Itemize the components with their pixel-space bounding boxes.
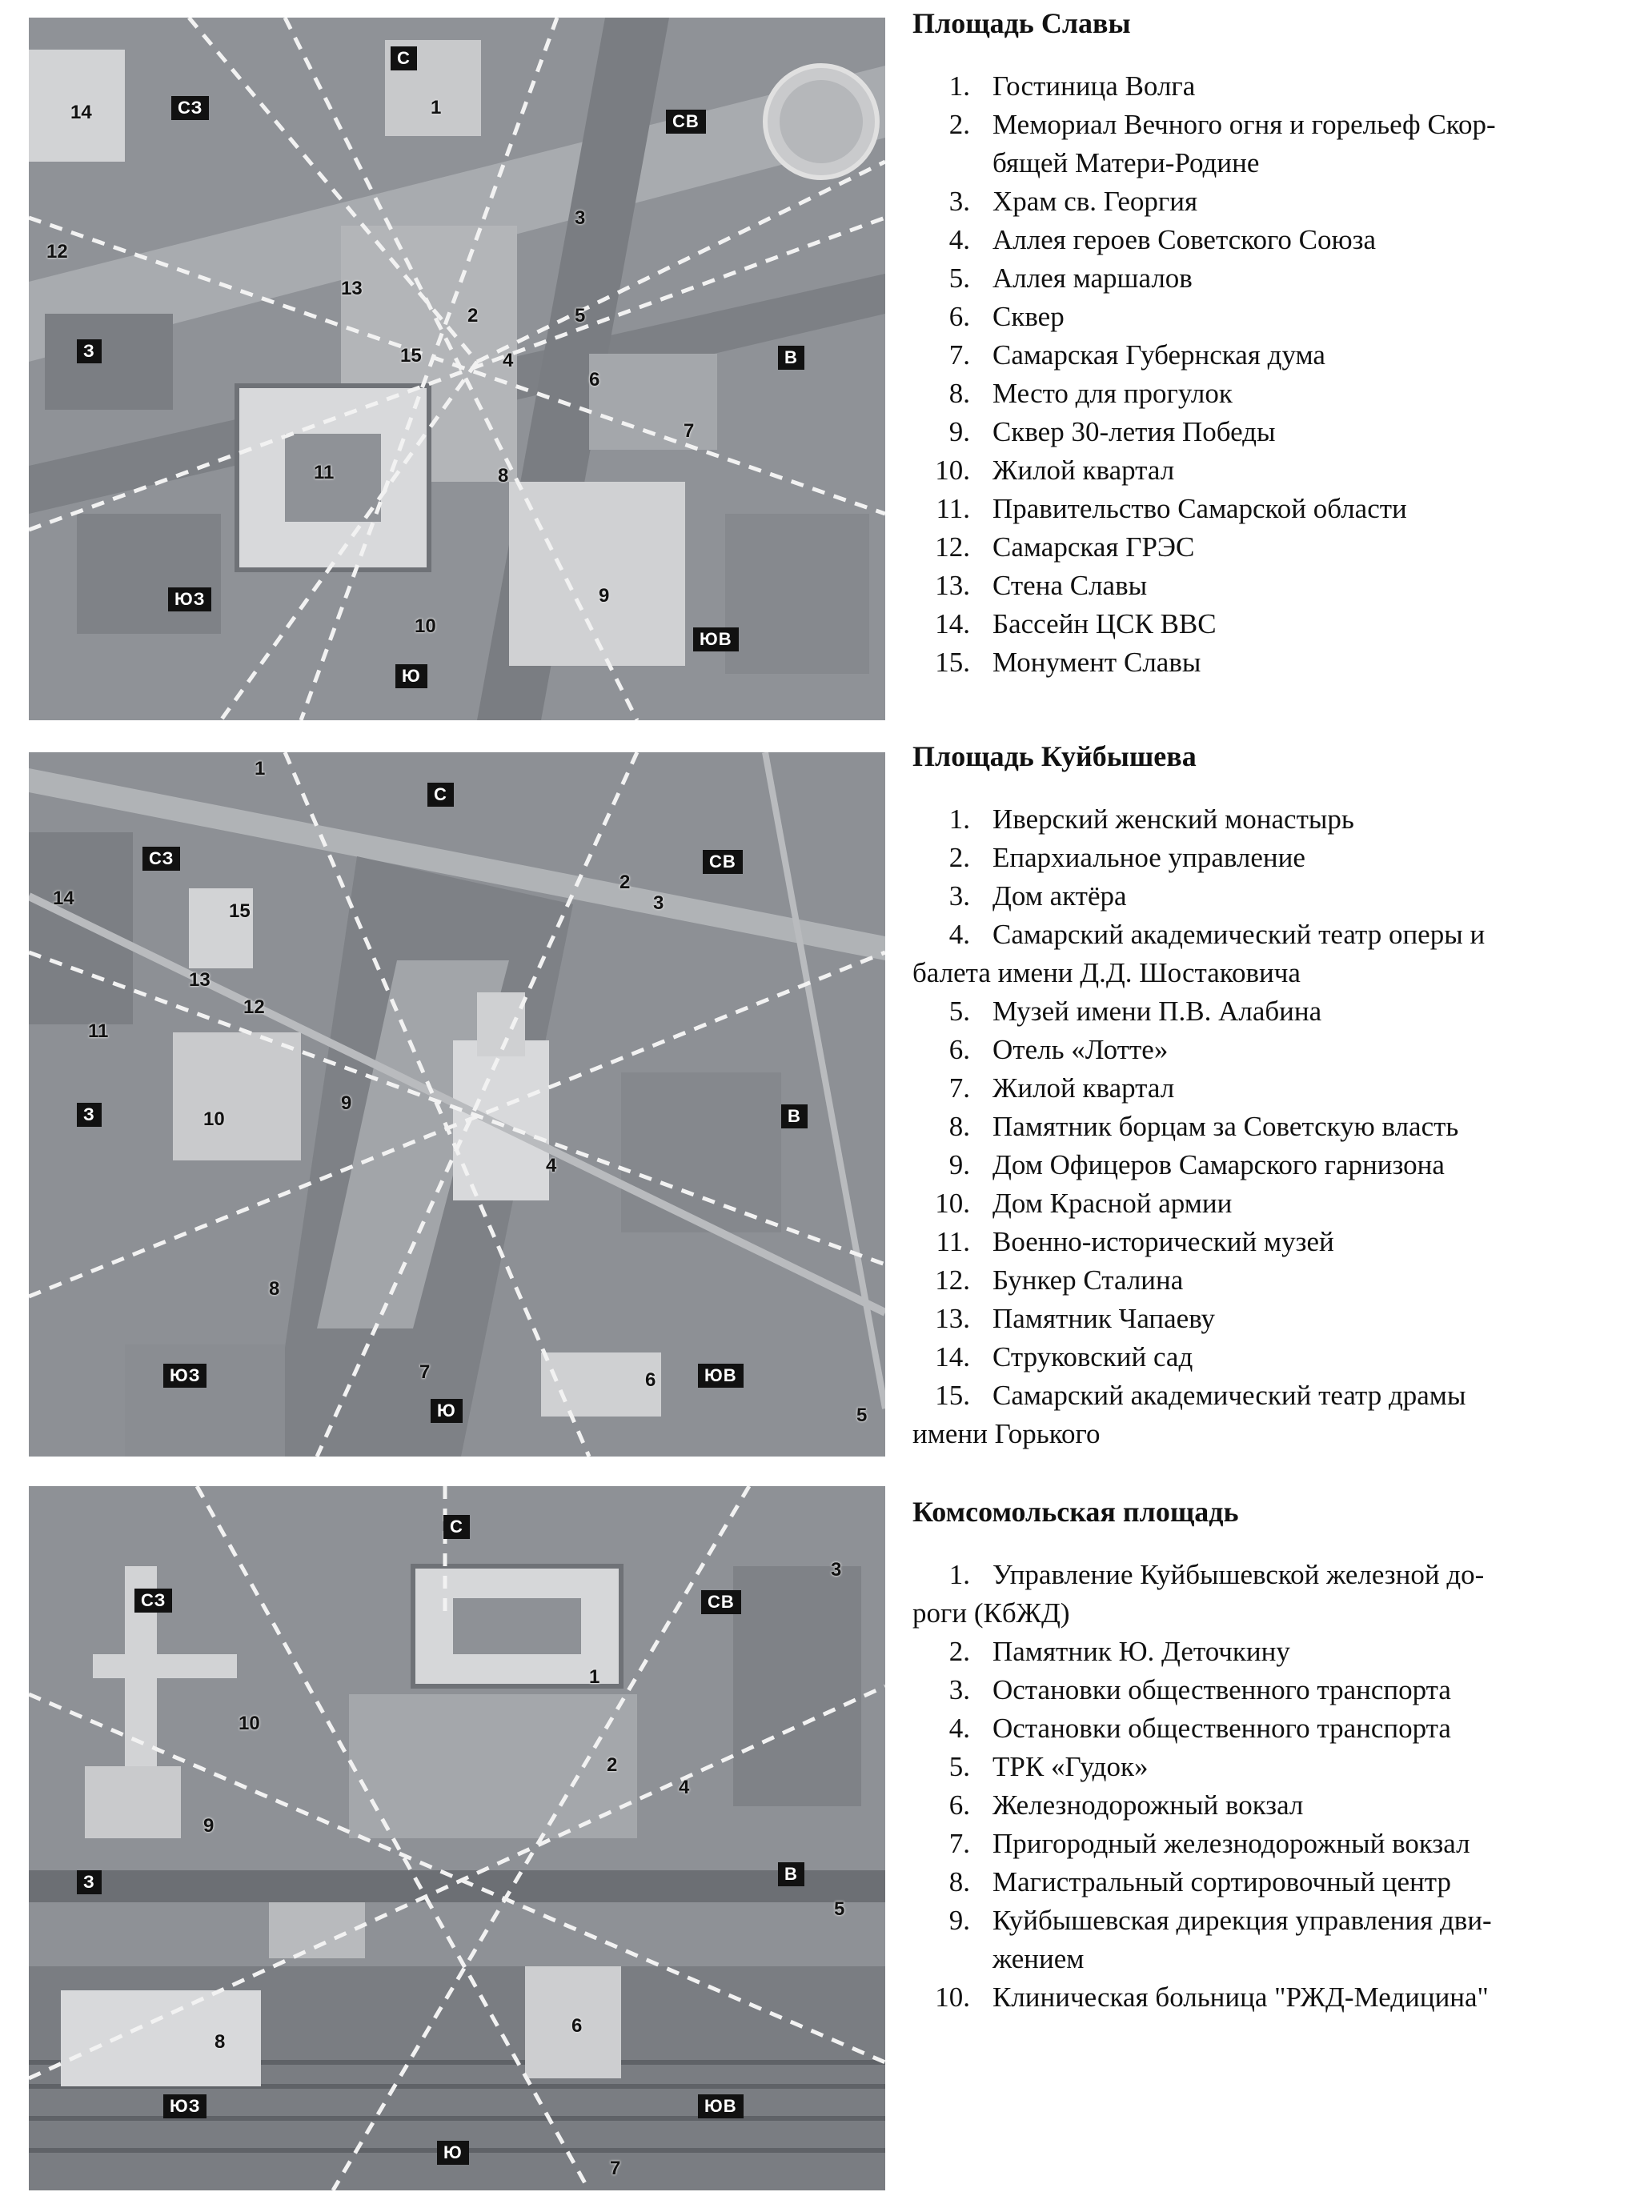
legend-item: 12. Бункер Сталина: [935, 1264, 1184, 1296]
direction-se: ЮВ: [693, 627, 739, 651]
legend-item: 8. Магистральный сортировочный центр: [948, 1866, 1452, 1897]
marker: 3: [575, 207, 586, 229]
direction-e: В: [778, 346, 804, 370]
marker: 4: [679, 1777, 690, 1798]
direction-nw: СЗ: [171, 96, 209, 120]
direction-se: ЮВ: [698, 1364, 744, 1388]
legend-item: 13. Памятник Чапаеву: [935, 1303, 1216, 1334]
map-komsomolskaya-ploshchad: [29, 1486, 885, 2190]
legend-item: 6. Железнодорожный вокзал: [948, 1789, 1304, 1821]
direction-n: С: [391, 46, 417, 70]
legend-item: 10. Клиническая больница "РЖД-Медицина": [935, 1982, 1489, 2013]
marker: 14: [53, 888, 74, 909]
legend-item: 2. Епархиальное управление: [948, 842, 1305, 873]
marker: 1: [255, 758, 266, 779]
legend-item: 4. Аллея героев Советского Союза: [948, 224, 1377, 255]
legend-item: 7. Самарская Губернская дума: [948, 339, 1325, 371]
legend-ploshchad-slavy: [912, 6, 1633, 682]
direction-se: ЮВ: [698, 2094, 744, 2118]
legend-list: [912, 1556, 1633, 2017]
legend-item: 9. Куйбышевская дирекция управления дви- жением: [948, 1905, 1492, 1974]
legend-item: 4. Самарский академический театр оперы и балета имени Д.Д. Шостаковича: [912, 919, 1486, 988]
legend-item: 9. Сквер 30-летия Победы: [948, 416, 1276, 447]
marker: 8: [498, 465, 509, 487]
map-ploshchad-slavy: [29, 18, 885, 720]
legend-item: 1. Управление Куйбышевской железной до- роги (КбЖД): [912, 1559, 1485, 1629]
legend-item: 15. Монумент Славы: [935, 647, 1201, 678]
direction-sw: ЮЗ: [163, 2094, 206, 2118]
marker: 15: [229, 900, 251, 922]
marker: 5: [575, 305, 586, 327]
legend-title: Комсомольская площадь: [912, 1496, 1239, 1528]
marker: 10: [239, 1713, 260, 1734]
legend-item: 8. Место для прогулок: [948, 378, 1233, 409]
legend-item: 5. Музей имени П.В. Алабина: [948, 996, 1322, 1027]
direction-s: Ю: [431, 1399, 463, 1423]
direction-s: Ю: [437, 2141, 469, 2165]
legend-item: 3. Остановки общественного транспорта: [948, 1674, 1451, 1705]
direction-ne: СВ: [701, 1590, 741, 1614]
direction-ne: СВ: [666, 110, 706, 134]
legend-item: 8. Памятник борцам за Советскую власть: [948, 1111, 1459, 1142]
marker: 9: [341, 1092, 352, 1114]
legend-item: 4. Остановки общественного транспорта: [948, 1713, 1451, 1744]
marker: 14: [70, 102, 92, 123]
direction-n: С: [427, 783, 454, 807]
legend-item: 15. Самарский академический театр драмы имени Горького: [912, 1380, 1466, 1449]
legend-item: 12. Самарская ГРЭС: [935, 531, 1195, 563]
marker: 12: [46, 241, 68, 262]
legend-item: 5. ТРК «Гудок»: [948, 1751, 1149, 1782]
marker: 4: [503, 350, 514, 371]
marker: 1: [589, 1666, 600, 1688]
marker: 6: [571, 2015, 583, 2037]
marker: 13: [189, 969, 211, 991]
legend-title: Площадь Куйбышева: [912, 740, 1197, 772]
legend-item: 2. Памятник Ю. Деточкину: [948, 1636, 1290, 1667]
legend-list: [912, 67, 1633, 682]
legend-item: 7. Жилой квартал: [948, 1072, 1175, 1104]
marker: 12: [243, 996, 265, 1018]
legend-item: 1. Иверский женский монастырь: [948, 803, 1354, 835]
legend-item: 11. Военно-исторический музей: [936, 1226, 1334, 1257]
marker: 8: [215, 2031, 226, 2053]
map-ploshchad-kuybysheva: [29, 752, 885, 1457]
legend-item: 3. Дом актёра: [948, 880, 1127, 912]
legend-item: 11. Правительство Самарской области: [936, 493, 1407, 524]
marker: 9: [599, 585, 610, 607]
legend-title: Площадь Славы: [912, 7, 1131, 39]
marker: 13: [341, 278, 363, 299]
legend-item: 1. Гостиница Волга: [948, 70, 1196, 102]
marker: 2: [607, 1754, 618, 1776]
direction-nw: СЗ: [134, 1589, 172, 1613]
direction-w: З: [77, 339, 102, 363]
direction-sw: ЮЗ: [168, 587, 211, 611]
marker: 6: [645, 1369, 656, 1391]
legend-item: 5. Аллея маршалов: [948, 262, 1193, 294]
direction-s: Ю: [395, 664, 427, 688]
marker: 3: [653, 892, 664, 914]
marker: 5: [834, 1898, 845, 1920]
marker: 8: [269, 1278, 280, 1300]
legend-list: [912, 800, 1633, 1453]
direction-w: З: [77, 1870, 102, 1894]
legend-item: 7. Пригородный железнодорожный вокзал: [948, 1828, 1470, 1859]
direction-e: В: [781, 1104, 808, 1128]
legend-item: 10. Жилой квартал: [935, 455, 1175, 486]
marker: 15: [400, 345, 422, 367]
marker: 7: [684, 420, 695, 442]
marker: 2: [467, 305, 479, 327]
direction-nw: СЗ: [142, 847, 180, 871]
direction-n: С: [443, 1515, 470, 1539]
legend-item: 13. Стена Славы: [935, 570, 1148, 601]
legend-item: 2. Мемориал Вечного огня и горельеф Скор- бящей Матери-Родине: [948, 109, 1496, 178]
legend-item: 6. Сквер: [948, 301, 1065, 332]
direction-w: З: [77, 1103, 102, 1127]
direction-sw: ЮЗ: [163, 1364, 206, 1388]
direction-ne: СВ: [703, 850, 743, 874]
aerial-photo-1: [29, 18, 885, 720]
marker: 2: [620, 872, 631, 893]
marker: 1: [431, 97, 442, 118]
legend-item: 14. Бассейн ЦСК ВВС: [935, 608, 1217, 639]
marker: 6: [589, 369, 600, 391]
legend-item: 14. Струковский сад: [935, 1341, 1193, 1372]
marker: 5: [856, 1405, 868, 1426]
marker: 10: [415, 615, 436, 637]
legend-item: 9. Дом Офицеров Самарского гарнизона: [948, 1149, 1445, 1180]
legend-item: 3. Храм св. Георгия: [948, 186, 1198, 217]
marker: 11: [88, 1020, 109, 1042]
marker: 7: [610, 2158, 621, 2179]
marker: 9: [203, 1815, 215, 1837]
legend-item: 10. Дом Красной армии: [935, 1188, 1233, 1219]
marker: 3: [831, 1559, 842, 1581]
direction-e: В: [778, 1862, 804, 1886]
legend-item: 6. Отель «Лотте»: [948, 1034, 1169, 1065]
legend-komsomolskaya-ploshchad: [912, 1495, 1633, 2017]
marker: 11: [314, 462, 335, 483]
marker: 7: [419, 1361, 431, 1383]
marker: 4: [546, 1155, 557, 1176]
marker: 10: [203, 1108, 225, 1130]
legend-ploshchad-kuybysheva: [912, 739, 1633, 1453]
